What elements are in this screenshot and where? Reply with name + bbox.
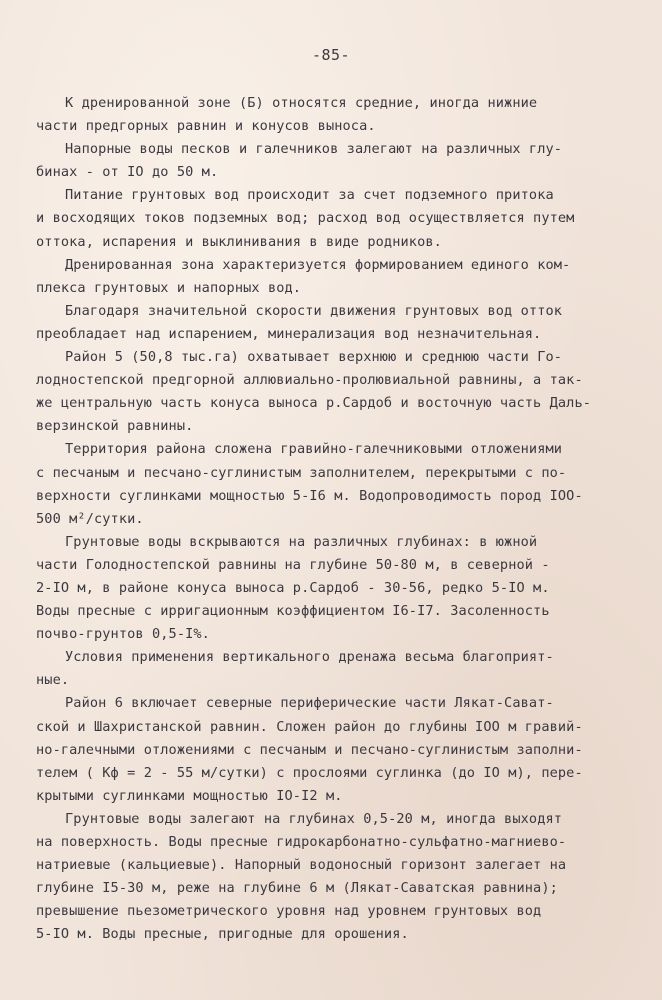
text-line: Грунтовые воды вскрываются на различных глубинах: в южной [65, 533, 538, 550]
text-line: Условия применения вертикального дренажа весьма благоприят- [65, 649, 554, 666]
text-line: К дренированной зоне (Б) относятся средние, иногда нижние [65, 95, 538, 111]
text-line: с песчаным и песчано-суглинистым заполнителем, перекрытыми с по- [36, 464, 567, 481]
text-line: части Голодностепской равнины на глубине 50-80 м, в северной - [36, 556, 550, 573]
body-text [36, 92, 636, 946]
text-line: Питание грунтовых вод происходит за счет подземного притока [65, 187, 554, 204]
text-line: ской и Шахристанской равнин. Сложен район до глубины IOO м гравий- [36, 718, 583, 735]
text-line: почво-грунтов 0,5-I%. [36, 626, 210, 643]
text-line: лодностепской предгорной аллювиально-пролювиальной равнины, а так- [36, 372, 583, 389]
text-line: же центральную часть конуса выноса р.Сардоб и восточную часть Даль- [36, 395, 592, 412]
text-line: части предгорных равнин и конусов выноса. [36, 118, 376, 135]
text-line: верхности суглинками мощностью 5-I6 м. Водопроводимость пород IOO- [36, 487, 583, 504]
text-line: 5-IO м. Воды пресные, пригодные для орошения. [36, 926, 409, 943]
text-line: глубине I5-30 м, реже на глубине 6 м (Лякат-Саватская равнина); [36, 880, 558, 897]
text-line: но-галечными отложениями с песчаным и песчано-суглинистым заполни- [36, 741, 583, 758]
text-line: Территория района сложена гравийно-галечниковыми отложениями [65, 441, 563, 458]
text-line: 500 м²/сутки. [36, 510, 144, 527]
text-line: ные. [36, 672, 70, 689]
text-line: Воды пресные с ирригационным коэффициентом I6-I7. Засоленность [36, 603, 550, 620]
text-line: бинах - от IO до 50 м. [36, 164, 219, 181]
text-line: телем ( Кф = 2 - 55 м/сутки) с прослоями суглинка (до IO м), пере- [36, 764, 583, 781]
text-line: Грунтовые воды залегают на глубинах 0,5-20 м, иногда выходят [65, 810, 563, 827]
text-line: верзинской равнины. [36, 418, 194, 435]
text-line: плекса грунтовых и напорных вод. [36, 279, 302, 296]
text-line: Дренированная зона характеризуется формированием единого ком- [65, 256, 571, 273]
text-line: и восходящих токов подземных вод; расход вод осуществляется путем [36, 210, 575, 227]
text-line: крытыми суглинками мощностью IO-I2 м. [36, 787, 343, 804]
text-line: оттока, испарения и выклинивания в виде родников. [36, 233, 442, 250]
text-line: на поверхность. Воды пресные гидрокарбонатно-сульфатно-магниево- [36, 834, 567, 850]
text-line: Район 5 (50,8 тыс.га) охватывает верхнюю и среднюю части Го- [65, 349, 563, 366]
page-number: -85- [311, 46, 351, 64]
text-line: Благодаря значительной скорости движения грунтовых вод отток [65, 302, 563, 319]
text-line: 2-IO м, в районе конуса выноса р.Сардоб - 30-56, редко 5-IO м. [36, 579, 550, 596]
text-line: натриевые (кальциевые). Напорный водоносный горизонт залегает на [36, 857, 567, 874]
text-line: Район 6 включает северные периферические части Лякат-Сават- [65, 695, 554, 712]
text-line: превышение пьезометрического уровня над уровнем грунтовых вод [36, 903, 542, 920]
text-line: преобладает над испарением, минерализация вод незначительная. [36, 325, 542, 342]
text-line: Напорные воды песков и галечников залегают на различных глу- [65, 141, 563, 158]
